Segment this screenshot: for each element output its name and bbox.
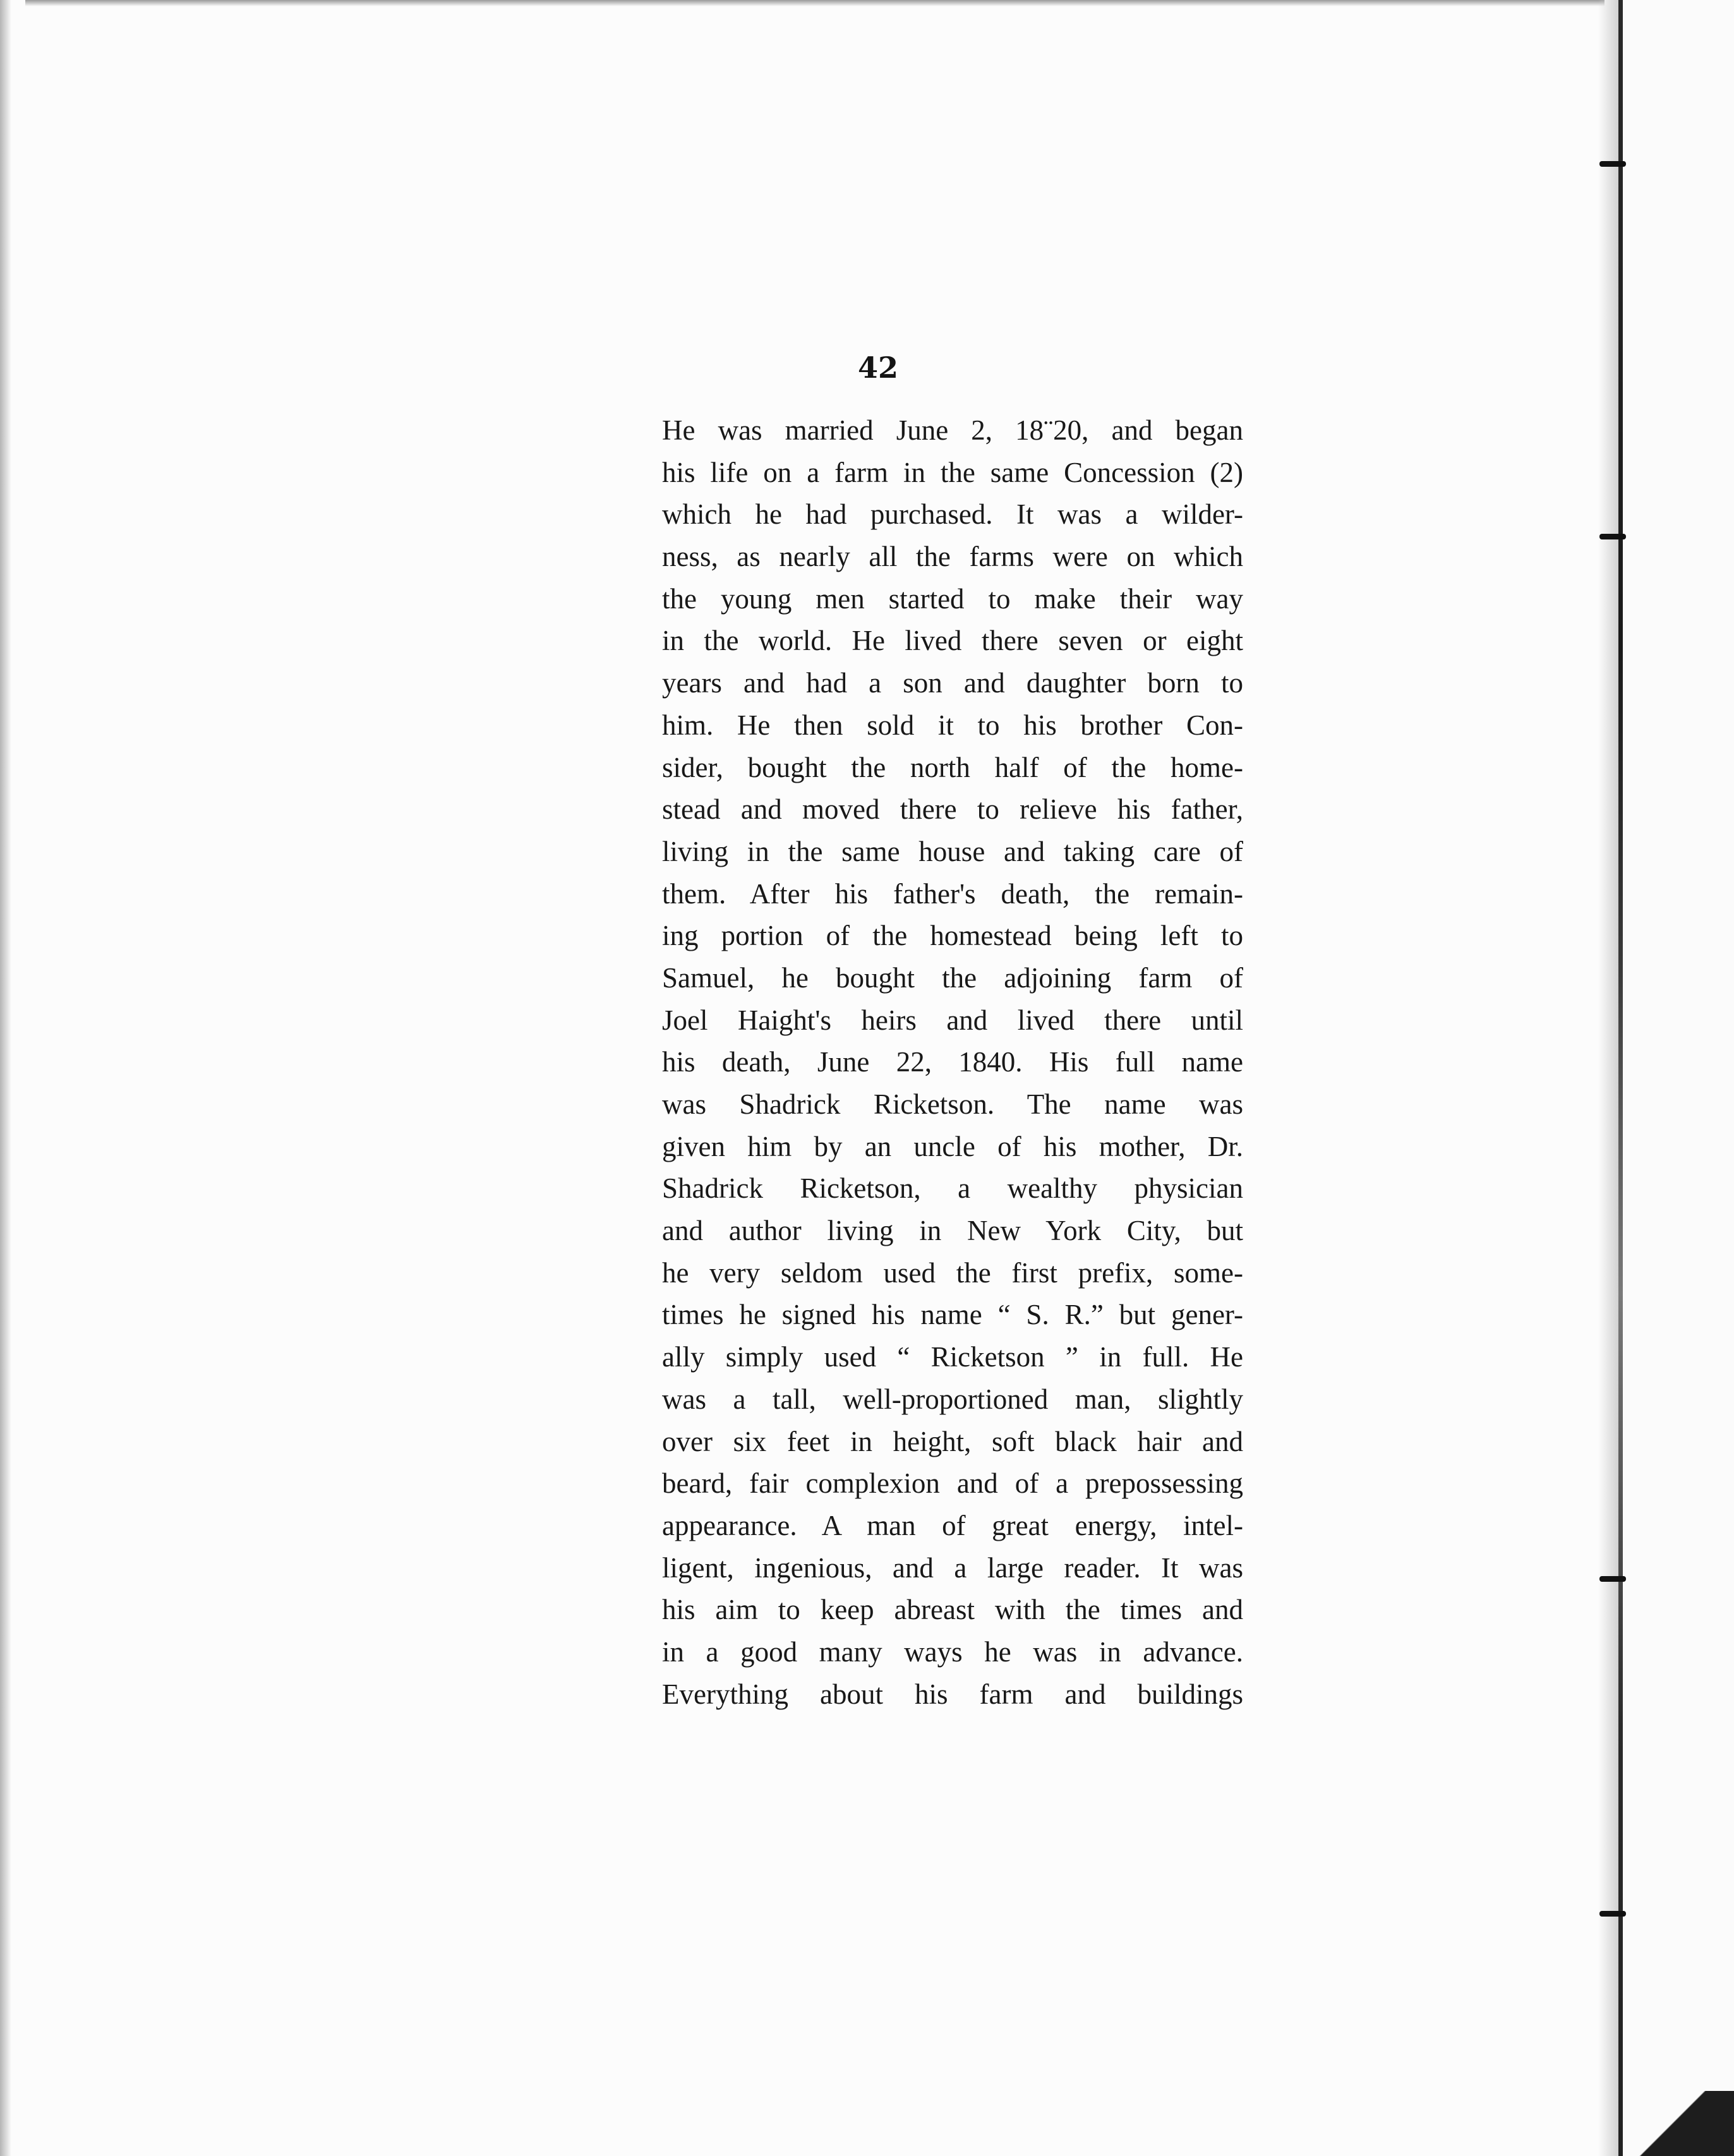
text-line: the young men started to make their way	[662, 582, 1243, 615]
binding-stitch-mark	[1599, 1911, 1626, 1917]
text-line: them. After his father's death, the remain-	[662, 877, 1243, 910]
text-line: beard, fair complexion and of a prepossessing	[662, 1467, 1243, 1500]
text-line: his death, June 22, 1840. His full name	[662, 1046, 1243, 1078]
body-text	[662, 409, 1243, 1715]
text-line: Joel Haight's heirs and lived there until	[662, 1004, 1243, 1036]
text-line: which he had purchased. It was a wilder-	[662, 498, 1243, 531]
text-line: was a tall, well-proportioned man, slightly	[662, 1383, 1243, 1415]
text-line: him. He then sold it to his brother Con-	[662, 709, 1243, 741]
binding-stitch-mark	[1599, 1576, 1626, 1582]
text-line: in a good many ways he was in advance.	[662, 1635, 1243, 1668]
page-top-edge	[25, 0, 1605, 6]
text-line: Samuel, he bought the adjoining farm of	[662, 961, 1243, 994]
text-line: times he signed his name “ S. R.” but gener-	[662, 1299, 1243, 1331]
page-left-edge	[0, 0, 11, 2156]
binding-strip	[1608, 0, 1734, 2156]
text-line: ness, as nearly all the farms were on which	[662, 541, 1243, 573]
binding-edge-line	[1618, 0, 1623, 2156]
gutter-shadow	[1598, 0, 1618, 2156]
text-line: was Shadrick Ricketson. The name was	[662, 1088, 1243, 1120]
text-line: Shadrick Ricketson, a wealthy physician	[662, 1172, 1243, 1205]
text-line: He was married June 2, 18¨20, and began	[662, 414, 1243, 446]
text-line: Everything about his farm and buildings	[662, 1678, 1243, 1710]
text-line: living in the same house and taking care of	[662, 835, 1243, 867]
page-number: 42	[857, 351, 898, 385]
text-line: his aim to keep abreast with the times and	[662, 1594, 1243, 1626]
text-line: ally simply used “ Ricketson ” in full. He	[662, 1341, 1243, 1373]
page-corner-shadow	[1627, 2091, 1734, 2156]
text-line: appearance. A man of great energy, intel-	[662, 1509, 1243, 1541]
text-line: sider, bought the north half of the home-	[662, 751, 1243, 783]
text-line: and author living in New York City, but	[662, 1215, 1243, 1247]
text-line: given him by an uncle of his mother, Dr.	[662, 1130, 1243, 1162]
text-line: ing portion of the homestead being left to	[662, 920, 1243, 952]
text-line: in the world. He lived there seven or eight	[662, 625, 1243, 657]
text-line: stead and moved there to relieve his father,	[662, 793, 1243, 826]
text-line: his life on a farm in the same Concession (2)	[662, 456, 1243, 488]
binding-stitch-mark	[1599, 534, 1626, 539]
binding-stitch-mark	[1599, 161, 1626, 167]
text-line: years and had a son and daughter born to	[662, 667, 1243, 699]
text-line: he very seldom used the first prefix, some-	[662, 1256, 1243, 1289]
text-line: ligent, ingenious, and a large reader. It was	[662, 1551, 1243, 1584]
text-line: over six feet in height, soft black hair and	[662, 1425, 1243, 1457]
